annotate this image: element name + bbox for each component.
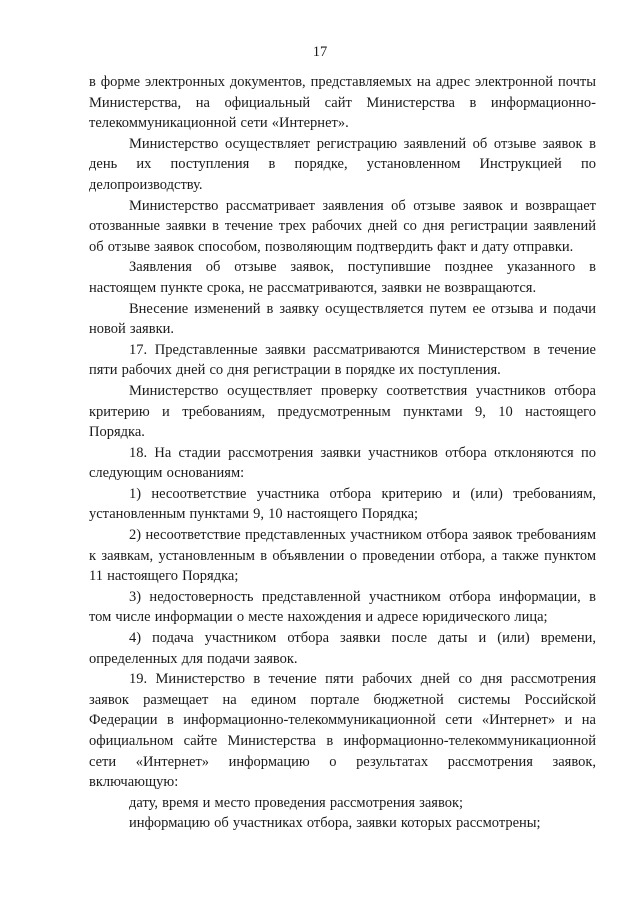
list-item-1: 1) несоответствие участника отбора критерию и (или) требованиям, установленным пунктами 9, 10 настоящего Порядка; [89, 485, 596, 523]
paragraph-continuation: в форме электронных документов, представляемых на адрес электронной почты Министерства, на официальный сайт Министерства в информационно-телекоммуникационной сети «Интернет». [89, 74, 596, 132]
paragraph-item-18: 18. На стадии рассмотрения заявки участников отбора отклоняются по следующим основаниям: [89, 444, 596, 482]
document-body [89, 72, 596, 834]
paragraph-item-17: 17. Представленные заявки рассматриваются Министерством в течение пяти рабочих дней со дня регистрации в порядке их поступления. [89, 341, 596, 379]
paragraph-registration: Министерство осуществляет регистрацию заявлений об отзыве заявок в день их поступления в порядке, установленном Инструкцией по делопроизводству. [89, 135, 596, 193]
paragraph-check: Министерство осуществляет проверку соответствия участников отбора критерию и требованиям, предусмотренным пунктами 9, 10 настоящего Порядка. [89, 382, 596, 441]
list-entry-participants: информацию об участниках отбора, заявки которых рассмотрены; [129, 815, 541, 832]
paragraph-changes: Внесение изменений в заявку осуществляется путем ее отзыва и подачи новой заявки. [89, 300, 596, 338]
paragraph-late-withdrawal: Заявления об отзыве заявок, поступившие позднее указанного в настоящем пункте срока, не рассматриваются, заявки не возвращаются. [89, 259, 596, 296]
page-number: 17 [312, 44, 328, 60]
paragraph-item-19: 19. Министерство в течение пяти рабочих дней со дня рассмотрения заявок размещает на едином портале бюджетной системы Российской Федерации в информационно-телекоммуникационной сети «Интернет» и на официальном сайте Министерства в информационно-телекоммуникационной сети «Интернет» информацию о результатах рассмотрения заявок, включающую: [89, 671, 596, 791]
list-entry-date: дату, время и место проведения рассмотрения заявок; [129, 794, 464, 811]
list-item-4: 4) подача участником отбора заявки после даты и (или) времени, определенных для подачи заявок. [89, 630, 596, 667]
list-item-3: 3) недостоверность представленной участником отбора информации, в том числе информации о месте нахождения и адресе юридического лица; [89, 588, 596, 626]
list-item-2: 2) несоответствие представленных участником отбора заявок требованиям к заявкам, установленным в объявлении о проведении отбора, а также пунктом 11 настоящего Порядка; [89, 527, 596, 585]
paragraph-return: Министерство рассматривает заявления об отзыве заявок и возвращает отозванные заявки в течение трех рабочих дней со дня регистрации заявлений об отзыве заявок способом, позволяющим подтвердить факт и дату отправки. [89, 197, 596, 255]
